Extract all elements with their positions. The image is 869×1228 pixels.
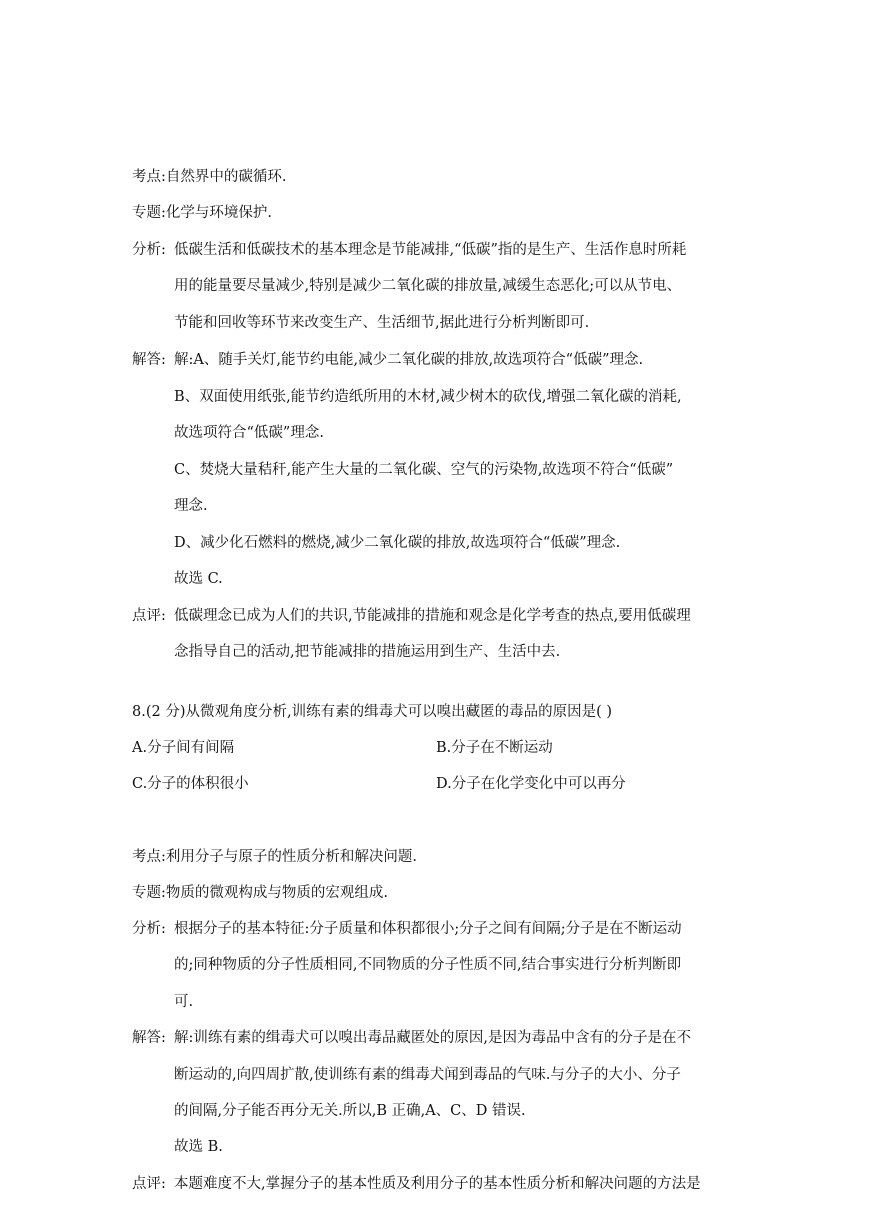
q8-option-a: A.分子间有间隔 — [132, 740, 235, 756]
q7-dianping-label: 点评: — [132, 608, 166, 624]
q8-kaodian-label: 考点: — [132, 849, 166, 865]
q7-fenxi-line: 节能和回收等环节来改变生产、生活细节,据此进行分析判断即可. — [174, 315, 590, 331]
q7-fenxi-label: 分析: — [132, 242, 166, 258]
q8-kaodian — [132, 847, 417, 867]
q8-zhuanti-text: 物质的微观构成与物质的宏观组成. — [165, 885, 388, 901]
q7-jieda-label: 解答: — [132, 352, 166, 368]
q7-kaodian-label: 考点: — [132, 169, 166, 185]
q7-dianping-line: 低碳理念已成为人们的共识,节能减排的措施和观念是化学考查的热点,要用低碳理 — [174, 608, 691, 624]
q8-dianping-line: 本题难度不大,掌握分子的基本性质及利用分子的基本性质分析和解决问题的方法是 — [174, 1176, 701, 1192]
q7-jieda-line: 故选 C. — [174, 571, 223, 587]
q7-jieda-line: 理念. — [174, 498, 208, 514]
q8-fenxi-line: 的;同种物质的分子性质相同,不同物质的分子性质不同,结合事实进行分析判断即 — [174, 957, 682, 973]
q7-jieda-line: C、焚烧大量秸秆,能产生大量的二氧化碳、空气的污染物,故选项不符合“低碳” — [174, 462, 674, 478]
q7-jieda-line: 故选项符合“低碳”理念. — [174, 425, 324, 441]
q8-jieda-line: 故选 B. — [174, 1139, 223, 1155]
q7-jieda-line: D、减少化石燃料的燃烧,减少二氧化碳的排放,故选项符合“低碳”理念. — [174, 535, 621, 551]
q7-fenxi-line: 用的能量要尽量减少,特别是减少二氧化碳的排放量,减缓生态恶化;可以从节电、 — [174, 278, 682, 294]
q8-jieda-line: 断运动的,向四周扩散,使训练有素的缉毒犬闻到毒品的气味.与分子的大小、分子 — [174, 1067, 681, 1083]
q8-fenxi-label: 分析: — [132, 921, 166, 937]
q8-option-b: B.分子在不断运动 — [436, 740, 553, 756]
q8-jieda-label: 解答: — [132, 1030, 166, 1046]
q7-kaodian — [132, 167, 287, 187]
q7-zhuanti-label: 专题: — [132, 205, 166, 221]
q8-option-d: D.分子在化学变化中可以再分 — [436, 776, 626, 792]
q7-zhuanti-text: 化学与环境保护. — [165, 205, 272, 221]
q7-fenxi-line: 低碳生活和低碳技术的基本理念是节能减排,“低碳”指的是生产、生活作息时所耗 — [174, 242, 687, 258]
q8-zhuanti-label: 专题: — [132, 885, 166, 901]
q8-zhuanti — [132, 883, 388, 903]
q8-option-c: C.分子的体积很小 — [132, 776, 249, 792]
q8-jieda-line: 的间隔,分子能否再分无关.所以,B 正确,A、C、D 错误. — [174, 1103, 526, 1119]
q7-jieda-line: B、双面使用纸张,能节约造纸所用的木材,减少树木的砍伐,增强二氧化碳的消耗, — [174, 389, 682, 405]
q7-kaodian-text: 自然界中的碳循环. — [165, 169, 287, 185]
q8-jieda-line: 解:训练有素的缉毒犬可以嗅出毒品藏匿处的原因,是因为毒品中含有的分子是在不 — [174, 1030, 691, 1046]
q8-fenxi-line: 可. — [174, 994, 194, 1010]
q8-kaodian-text: 利用分子与原子的性质分析和解决问题. — [165, 849, 417, 865]
q8-question: 8.(2 分)从微观角度分析,训练有素的缉毒犬可以嗅出藏匿的毒品的原因是( ) — [132, 704, 613, 720]
q7-dianping-line: 念指导自己的活动,把节能减排的措施运用到生产、生活中去. — [174, 644, 561, 660]
q8-dianping-label: 点评: — [132, 1176, 166, 1192]
q7-jieda-line: 解:A、随手关灯,能节约电能,减少二氧化碳的排放,故选项符合“低碳”理念. — [174, 352, 644, 368]
q8-fenxi-line: 根据分子的基本特征:分子质量和体积都很小;分子之间有间隔;分子是在不断运动 — [174, 921, 682, 937]
q7-zhuanti — [132, 203, 272, 223]
